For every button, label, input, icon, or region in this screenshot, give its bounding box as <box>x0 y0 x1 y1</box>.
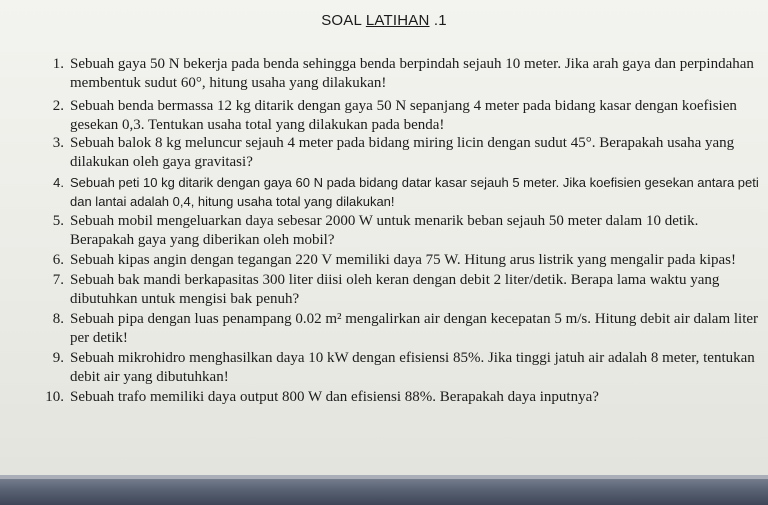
screen-bottom-edge <box>0 475 768 505</box>
question-text: Sebuah gaya 50 N bekerja pada benda sehingga benda berpindah sejauh 10 meter. Jika arah gaya dan perpindahan membentuk sudut 60°, hitung usaha yang dilakukan! <box>70 56 754 91</box>
question-text: Sebuah pipa dengan luas penampang 0.02 m² mengalirkan air dengan kecepatan 5 m/s. Hitung debit air dalam liter per detik! <box>70 311 759 346</box>
question-text: Sebuah mikrohidro menghasilkan daya 10 kW dengan efisiensi 85%. Jika tinggi jatuh air adalah 8 meter, tentukan debit air yang dibutuhkan! <box>70 350 755 385</box>
question-number: 1. <box>52 56 64 72</box>
question-2 <box>18 97 758 135</box>
question-number: 10. <box>45 389 64 405</box>
question-number: 8. <box>52 311 64 327</box>
question-number: 6. <box>52 252 64 268</box>
question-number: 3. <box>52 135 64 151</box>
question-text: Sebuah mobil mengeluarkan daya sebesar 2000 W untuk menarik beban sejauh 50 meter dalam 10 detik. Berapakah gaya yang diberikan oleh mobil? <box>70 213 699 248</box>
question-1 <box>18 55 758 93</box>
question-7 <box>18 271 758 309</box>
question-4 <box>18 173 758 211</box>
question-text: Sebuah kipas angin dengan tegangan 220 V memiliki daya 75 W. Hitung arus listrik yang mengalir pada kipas! <box>70 252 736 268</box>
title-suffix: .1 <box>429 12 447 29</box>
title-prefix: SOAL <box>321 12 366 29</box>
question-number: 9. <box>52 350 64 366</box>
question-text: Sebuah balok 8 kg meluncur sejauh 4 meter pada bidang miring licin dengan sudut 45°. Berapakah usaha yang dilakukan oleh gaya gravitasi? <box>70 135 735 170</box>
question-number: 5. <box>52 213 64 229</box>
question-3 <box>18 134 758 172</box>
question-5 <box>18 212 758 250</box>
question-list <box>18 55 758 408</box>
worksheet-title <box>0 12 768 29</box>
question-text: Sebuah bak mandi berkapasitas 300 liter diisi oleh keran dengan debit 2 liter/detik. Berapa lama waktu yang dibutuhkan untuk mengisi bak penuh? <box>70 272 720 307</box>
question-text: Sebuah trafo memiliki daya output 800 W dan efisiensi 88%. Berapakah daya inputnya? <box>70 389 599 405</box>
question-9 <box>18 349 758 387</box>
question-6 <box>18 251 758 270</box>
question-8 <box>18 310 758 348</box>
bottom-edge-highlight <box>0 475 768 479</box>
question-number: 4. <box>53 175 64 190</box>
question-number: 7. <box>52 272 64 288</box>
question-text: Sebuah peti 10 kg ditarik dengan gaya 60 N pada bidang datar kasar sejauh 5 meter. Jika koefisien gesekan antara peti dan lantai adalah 0,4, hitung usaha total yang dilakukan! <box>70 175 759 209</box>
question-text: Sebuah benda bermassa 12 kg ditarik dengan gaya 50 N sepanjang 4 meter pada bidang kasar dengan koefisien gesekan 0,3. Tentukan usaha total yang dilakukan pada benda! <box>70 98 737 133</box>
question-10 <box>18 388 758 407</box>
title-underlined-word: LATIHAN <box>365 12 430 29</box>
question-number: 2. <box>52 98 64 114</box>
